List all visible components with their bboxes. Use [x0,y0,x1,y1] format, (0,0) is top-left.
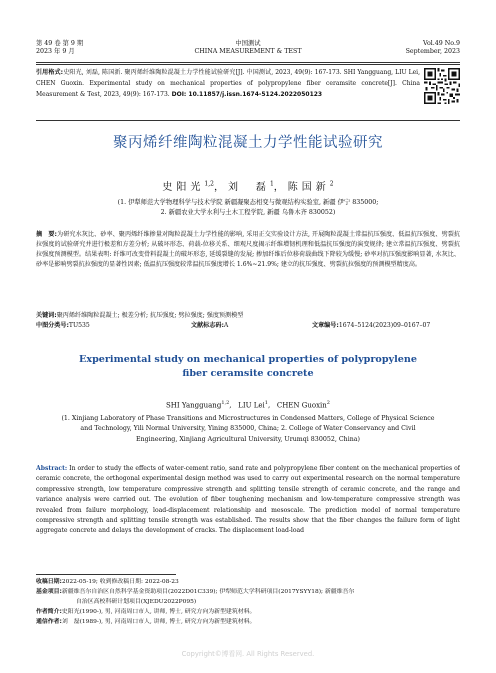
abstract-cn [36,230,460,270]
fund-value: 新疆维吾尔自治区自然科学基金资助项目(2022D01C339); 伊犁师范大学科研项目(2017YSYY18); 新疆维吾尔 [61,589,355,596]
corresponding-author [36,617,460,627]
affiliation-line-en: and Technology, Yili Normal University, Yining 835000, China; 2. College of Water Conservancy and Civil [80,425,416,433]
keywords-label-cn: 关键词: [36,312,57,319]
affiliation-line: (1. 伊犁师范大学物理科学与技术学院 新疆凝聚态相变与微观结构实验室, 新疆 伊宁 835000; [117,199,379,206]
issue-info-en [380,40,460,56]
authors-cn [36,178,460,193]
running-header [36,40,460,60]
corresponding-label: 通信作者: [36,619,62,626]
affiliation-line-en: Engineering, Xinjiang Agricultural University, Urumqi 830052, China) [136,435,360,443]
received-date [36,577,460,587]
volume-issue: 第 49 卷 第 9 期 [36,40,84,47]
fund-label: 基金项目: [36,589,62,596]
volume-issue-en: Vol.49 No.9 [423,40,460,47]
author-name-en: LIU Lei [238,401,265,410]
author-separator: ， [273,182,288,193]
footnote-rule [36,574,176,575]
abstract-text-cn: 为研究水灰比、砂率、聚丙烯纤维掺量对陶粒混凝土力学性能的影响, 采用正交实验设计方法, 开展陶粒混凝土常温抗压强度、低温抗压强度、劈裂抗拉强度的试验研究并进行极差和方差分析; 从破坏形态、荷载-位移关系、细观尺度揭示纤维增韧机理和低温抗压强度的演变规律; 建立常温抗压强度、劈裂抗拉强度预测模型。结果表明: 纤维可改变骨料混凝土的破坏形态, 延缓裂缝的发展; 掺加纤维后位移荷载曲线下降较为缓慢; 砂率对抗压强度影响显著, 水灰比、砂率是影响劈裂抗拉强度的显著性因素; 低温抗压强度较常温抗压强度增长 1.6%~21.9%; 建立的抗压强度、劈裂抗拉强度的预测模型精度高。 [36,231,461,268]
citation-block [36,67,420,100]
affiliations-cn [36,198,460,218]
received-label: 收稿日期: [36,579,62,585]
document-code [191,321,228,331]
issue-date-en: September, 2023 [405,48,460,55]
article-number-value: 1674–5124(2023)09–0167–07 [338,322,431,329]
issue-date-cn: 2023 年 9 月 [36,48,75,55]
affiliation-line-en: (1. Xinjiang Laboratory of Phase Transitions and Microstructures in Condensed Matters, College of Physical Science [61,415,435,422]
abstract-text-en: In order to study the effects of water-cement ratio, sand rate and polypropylene fiber content on the mechanical properties of ceramic concrete, the orthogonal experimental design method was used to carry out experimental research on the normal temperature compressive strength, low temperature compressive strength and splitting tensile strength of ceramic concrete, and the range and variance analysis were carried out. The evolution of fiber toughening mechanism and low-temperature compressive strength was revealed from failure morphology, load-displacement relationship and mesoscale. The prediction model of normal temperature compressive strength and splitting tensile strength was established. The results show that the fiber changes the failure form of light aggregate concrete and delays the development of cracks. The displacement load-load [36,465,460,535]
authors-en: SHI Yangguang$^{1,2}$, LIU Lei$^1$, CHEN Guoxin$^2$ [166,400,330,410]
affiliation-line: 2. 新疆农业大学水利与土木工程学院, 新疆 乌鲁木齐 830052) [160,209,336,216]
abstract-en [36,464,460,572]
author-bio-value: 史阳光(1990-), 男, 河南周口市人, 讲师, 博士, 研究方向为新型建筑材料。 [61,609,256,616]
header-rule-thick [36,62,460,63]
author-affil-sup: 2 [326,400,330,406]
citation-text: 史阳光, 刘磊, 陈国新. 聚丙烯纤维陶粒混凝土力学性能试验研究[J]. 中国测试, 2023, 49(9): 167-173. SHI Yangguang, LIU Lei, CHEN Guoxin. Experimental study on mechanical properties of polypropylene fiber ceramsite concrete[J]. China Measurement & Test, 2023, 49(9): 167-173. [36,69,421,98]
author-affil-sup: 1,2 [221,400,230,406]
fund-value-cont: 自治区高校科研计划项目(XJEDU2022P095) [76,599,197,606]
title-en-line: Experimental study on mechanical properties of polypropylene [79,354,417,365]
author-affil-sup: 1,2 [204,180,214,188]
affiliations-en [36,414,460,445]
keywords-cn [36,311,460,321]
author-name: 刘 磊 [227,182,270,193]
author-name: 史阳光 [162,182,205,193]
footnotes [36,577,460,627]
abstract-label-en: Abstract: [36,465,68,472]
title-en-line: fiber ceramsite concrete [182,368,314,379]
clc-label: 中图分类号: [36,322,69,329]
author-affil-sup: 1 [264,400,268,406]
journal-name-cn: 中国测试 [235,40,261,47]
article-number [312,321,430,331]
qr-code-icon[interactable] [424,68,460,104]
abstract-label-cn: 摘 要: [36,231,57,238]
fund-info [36,587,460,607]
author-name-en: SHI Yangguang [166,401,222,410]
keywords-text-cn: 聚丙烯纤维陶粒混凝土; 极差分析; 抗压强度; 劈拉强度; 强度预测模型 [56,312,244,319]
doi[interactable]: DOI: 10.11857/j.issn.1674-5124.2022050123 [171,91,323,98]
copyright-watermark: Copyright©博看网. All Rights Reserved. [181,650,315,658]
author-bio-label: 作者简介: [36,609,62,616]
author-affil-sup: 1 [269,180,274,188]
header-rule-thin [36,64,460,65]
author-affil-sup: 2 [329,180,334,188]
journal-name [166,40,330,56]
title-cn: 聚丙烯纤维陶粒混凝土力学性能试验研究 [113,135,383,151]
issue-info [36,40,116,56]
doc-code-label: 文献标志码: [191,322,224,329]
clc-number [36,321,90,331]
author-name: 陈国新 [287,182,330,193]
citation-rule [36,120,460,121]
author-name-en: CHEN Guoxin [276,401,327,410]
clc-value: TU535 [68,322,90,329]
doc-code-value: A [223,322,229,329]
author-separator: ， [213,182,228,193]
author-bio [36,607,460,617]
classification-row [36,321,460,331]
title-en [50,353,446,381]
corresponding-value: 刘 磊(1989-), 男, 河南周口市人, 讲师, 博士, 研究方向为新型建筑材料。 [61,619,256,626]
received-value: 2022-05-19; 收到修改稿日期: 2022-08-23 [61,579,179,585]
citation-label: 引用格式: [36,69,64,76]
article-number-label: 文章编号: [312,322,339,329]
journal-name-en: CHINA MEASUREMENT & TEST [194,48,302,55]
